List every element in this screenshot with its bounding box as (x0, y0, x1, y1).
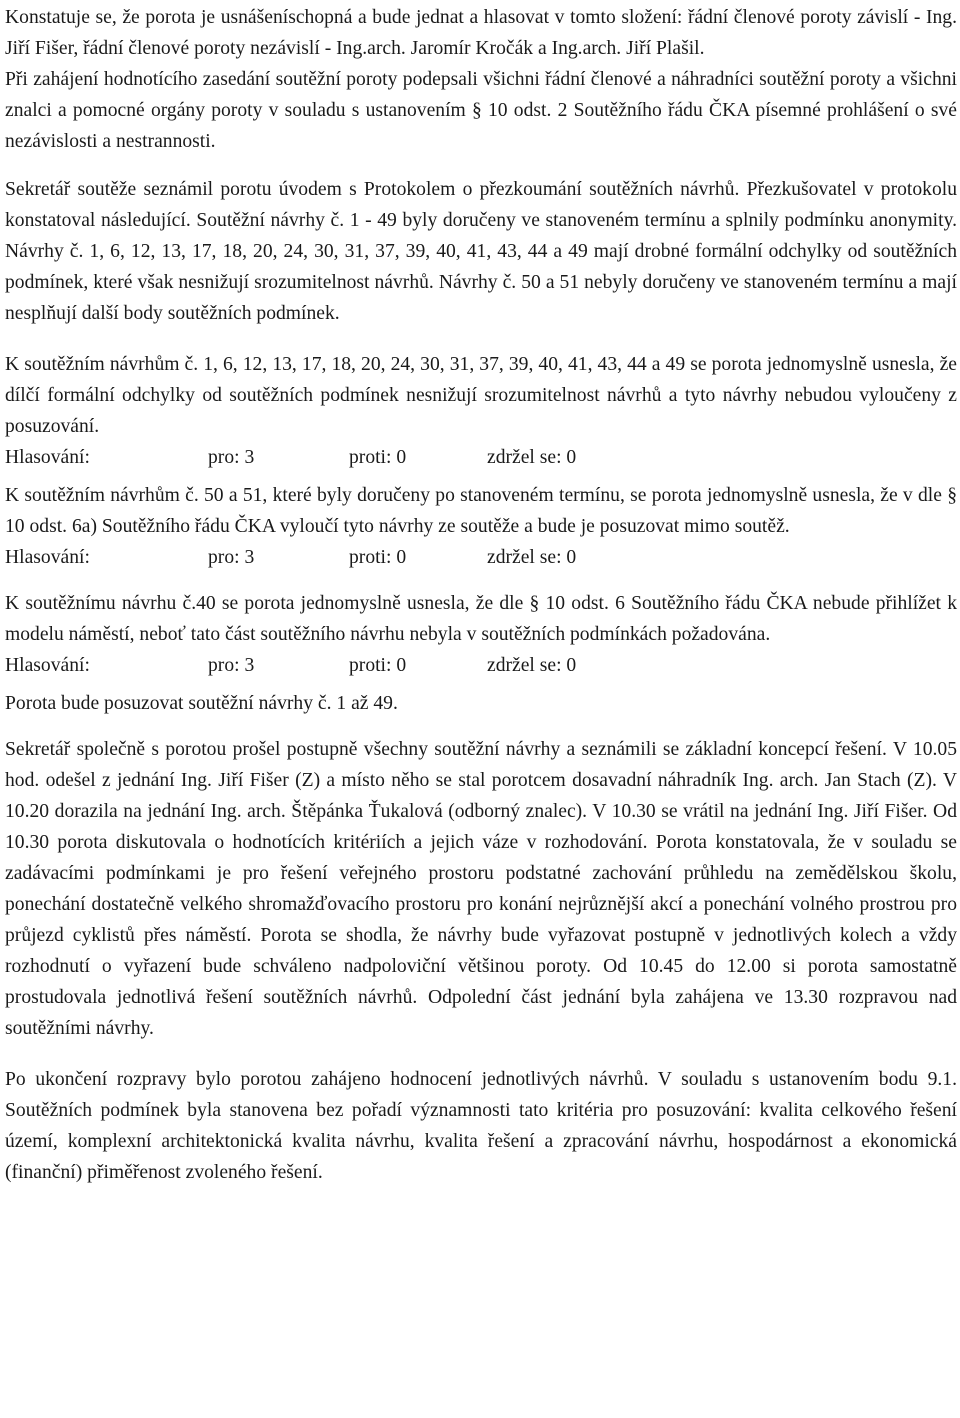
vote-abstain: zdržel se: 0 (487, 655, 577, 676)
vote-label: Hlasování: (5, 547, 90, 568)
vote-line (5, 650, 957, 681)
paragraph-evaluation-criteria: Po ukončení rozpravy bylo porotou zahájeno hodnocení jednotlivých návrhů. V souladu s ustanovením bodu 9.1. Soutěžních podmínek byla stanovena bez pořadí významnosti tato kritéria pro posuzování: kvalita celkového řešení území, komplexní architektonická kvalita návrhu, kvalita řešení a zpracování návrhu, hospodárnost a ekonomická (finanční) přiměřenost zvoleného řešení. (5, 1069, 957, 1183)
vote-label: Hlasování: (5, 655, 90, 676)
vote-against: proti: 0 (349, 447, 407, 468)
vote-against: proti: 0 (349, 547, 407, 568)
vote-line (5, 542, 957, 573)
paragraph-late-proposals: K soutěžním návrhům č. 50 a 51, které byly doručeny po stanoveném termínu, se porota jednomyslně usnesla, že v dle § 10 odst. 6a) Soutěžního řádu ČKA vyloučí tyto návrhy ze soutěže a bude je posuzovat mimo soutěž. (5, 485, 957, 537)
paragraph-minor-deviations: K soutěžním návrhům č. 1, 6, 12, 13, 17, 18, 20, 24, 30, 31, 37, 39, 40, 41, 43, 44 a 49 se porota jednomyslně usnesla, že dílčí formální odchylky od soutěžních podmínek nesnižují srozumitelnost návrhů a tyto návrhy nebudou vyloučeny z posuzování. (5, 354, 957, 437)
vote-abstain: zdržel se: 0 (487, 447, 577, 468)
paragraph-proposal-40: K soutěžnímu návrhu č.40 se porota jednomyslně usnesla, že dle § 10 odst. 6 Soutěžního řádu ČKA nebude přihlížet k modelu náměstí, neboť tato část soutěžního návrhu nebyla v soutěžních podmínkách požadována. (5, 593, 957, 645)
paragraph-review-protocol: Sekretář soutěže seznámil porotu úvodem s Protokolem o přezkoumání soutěžních návrhů. Přezkušovatel v protokolu konstatoval následující. Soutěžní návrhy č. 1 - 49 byly doručeny ve stanoveném termínu a splnily podmínku anonymity. Návrhy č. 1, 6, 12, 13, 17, 18, 20, 24, 30, 31, 37, 39, 40, 41, 43, 44 a 49 mají drobné formální odchylky od soutěžních podmínek, které však nesnižují srozumitelnost návrhů. Návrhy č. 50 a 51 nebyly doručeny ve stanoveném termínu a mají nesplňují další body soutěžních podmínek. (5, 179, 957, 324)
vote-for: pro: 3 (208, 447, 255, 468)
paragraph-proposals-range: Porota bude posuzovat soutěžní návrhy č. 1 až 49. (5, 693, 398, 714)
vote-for: pro: 3 (208, 655, 255, 676)
paragraph-session-progress: Sekretář společně s porotou prošel postupně všechny soutěžní návrhy a seznámili se základní koncepcí řešení. V 10.05 hod. odešel z jednání Ing. Jiří Fišer (Z) a místo něho se stal porotcem dosavadní náhradník Ing. arch. Jan Stach (Z). V 10.20 dorazila na jednání Ing. arch. Štěpánka Ťukalová (odborný znalec). V 10.30 se vrátil na jednání Ing. Jiří Fišer. Od 10.30 porota diskutovala o hodnotících kritériích a jejich váze v rozhodování. Porota konstatovala, že v souladu se zadávacími podmínkami je pro řešení veřejného prostoru podstatné zachování průhledu na zemědělskou školu, ponechání dostatečně velkého shromažďovacího prostoru pro konání nejrůznější akcí a ponechání volného prostrou pro průjezd cyklistů přes náměstí. Porota se shodla, že návrhy bude vyřazovat postupně v jednotlivých kolech a vždy rozhodnutí o vyřazení bude schváleno nadpoloviční většinou poroty. Od 10.45 do 12.00 si porota samostatně prostudovala jednotlivá řešení soutěžních návrhů. Odpolední část jednání byla zahájena ve 13.30 rozpravou nad soutěžními návrhy. (5, 739, 957, 1039)
paragraph-declaration: Při zahájení hodnotícího zasedání soutěžní poroty podepsali všichni řádní členové a náhradníci soutěžní poroty a všichni znalci a pomocné orgány poroty v souladu s ustanovením § 10 odst. 2 Soutěžního řádu ČKA písemné prohlášení o své nezávislosti a nestrannosti. (5, 69, 957, 152)
paragraph-quorum: Konstatuje se, že porota je usnášeníschopná a bude jednat a hlasovat v tomto složení: řádní členové poroty závislí - Ing. Jiří Fišer, řádní členové poroty nezávislí - Ing.arch. Jaromír Kročák a Ing.arch. Jiří Plašil. (5, 7, 957, 59)
vote-line (5, 442, 957, 473)
vote-abstain: zdržel se: 0 (487, 547, 577, 568)
vote-against: proti: 0 (349, 655, 407, 676)
document-body (5, 0, 957, 1188)
vote-label: Hlasování: (5, 447, 90, 468)
vote-for: pro: 3 (208, 547, 255, 568)
